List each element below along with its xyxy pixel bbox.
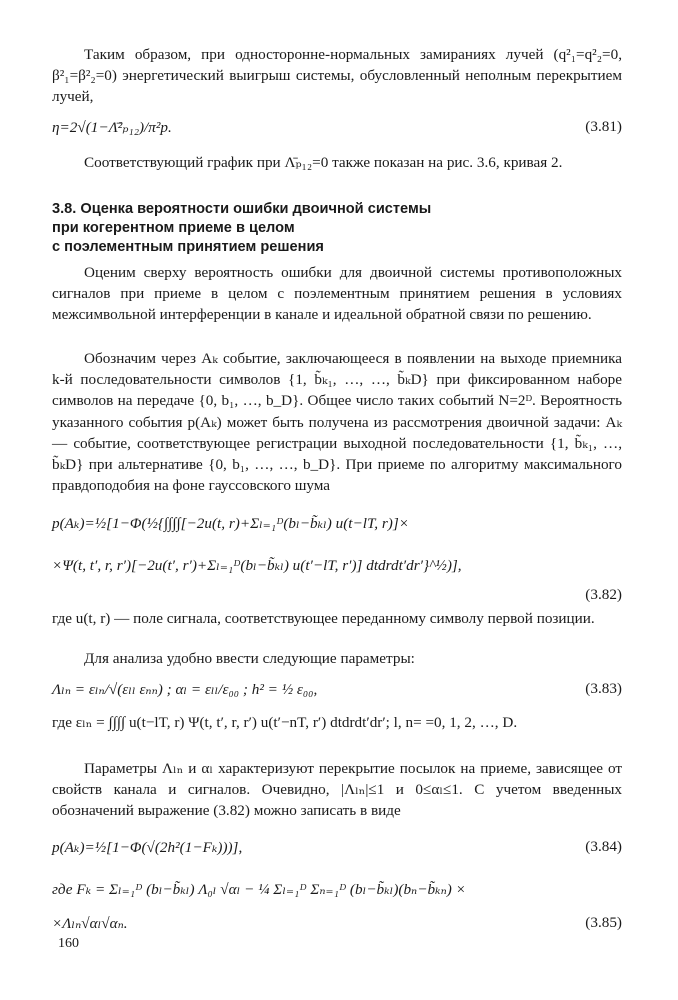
equation-3-82-line-2 xyxy=(52,556,622,580)
equation-3-81 xyxy=(52,118,622,142)
event-paragraph: Обозначим через Aₖ событие, заключающееся в появлении на выходе приемника k-й последовательности символов {1, b̃ₖ₁, …, …, b̃ₖD} при фиксированном наборе символов на передаче {0, b₁, …, b_D}. Общее число таких событий N=2ᴰ. Вероятность указанного события p(Aₖ) может быть получена из рассмотрения двоичной задачи: Aₖ — событие, соответствующее регистрации выходной последовательности {1, b̃ₖ₁, …, b̃ₖD} при альтернативе {0, b₁, …, …, b_D}. При приеме по алгоритму максимального правдоподобия на фоне гауссовского шума xyxy=(52,350,622,495)
equation-3-82-line-1-text: p(Aₖ)=½[1−Φ(½{∫∫∫∫[−2u(t, r)+Σₗ₌₁ᴰ(bₗ−b̃ₖₗ) u(t−lT, r)]× xyxy=(52,515,410,532)
section-heading-line-1: 3.8. Оценка вероятности ошибки двоичной системы xyxy=(52,201,432,217)
equation-3-85-line-2 xyxy=(52,914,622,938)
equation-3-85-line-1-text: где Fₖ = Σₗ₌₁ᴰ (bₗ−b̃ₖₗ) Λ₀ₗ √αₗ − ¼ Σₗ₌₁ᴰ Σₙ₌₁ᴰ (bₗ−b̃ₖₗ)(bₙ−b̃ₖₙ) × xyxy=(52,881,466,898)
equation-3-85-line-2-text: ×Λₗₙ√αₗ√αₙ. xyxy=(52,915,128,932)
section-heading-line-2: при когерентном приеме в целом xyxy=(52,220,295,236)
equation-3-83 xyxy=(52,680,622,704)
estimate-paragraph: Оценим сверху вероятность ошибки для двоичной системы противоположных сигналов при приеме в целом с поэлементным принятием решения в условиях межсимвольной интерференции в канале и идеальной обратной связи по решению. xyxy=(52,264,622,324)
graph-reference-paragraph: Соответствующий график при Λ̄ₚ₁₂=0 также показан на рис. 3.6, кривая 2. xyxy=(84,154,563,171)
intro-paragraph: Таким образом, при односторонне-нормальных замираниях лучей (q²₁=q²₂=0, β²₁=β²₂=0) энергетический выигрыш системы, обусловленный неполным перекрытием лучей, xyxy=(52,46,622,106)
equation-3-83-text: Λₗₙ = εₗₙ/√(εₗₗ εₙₙ) ; αₗ = εₗₗ/ε₀₀ ; h² = ½ ε₀₀, xyxy=(52,681,318,698)
equation-3-81-text: η=2√(1−Λ̄²ₚ₁₂)/π²p. xyxy=(52,119,172,136)
params-paragraph: Для анализа удобно ввести следующие параметры: xyxy=(84,650,415,667)
equation-3-85-number: (3.85) xyxy=(585,914,622,931)
equation-3-84-text: p(Aₖ)=½[1−Φ(√(2h²(1−Fₖ)))], xyxy=(52,839,243,856)
equation-3-83-number: (3.83) xyxy=(585,680,622,697)
equation-3-84-number: (3.84) xyxy=(585,838,622,855)
epsilon-definition-paragraph: где εₗₙ = ∫∫∫∫ u(t−lT, r) Ψ(t, t′, r, r′) u(t′−nT, r′) dtdrdt′dr′; l, n= =0, 1, 2, …, D. xyxy=(52,714,518,731)
equation-3-82-number: (3.82) xyxy=(585,586,622,603)
page-number: 160 xyxy=(58,936,79,951)
equation-3-82-line-2-text: ×Ψ(t, t′, r, r′)[−2u(t′, r′)+Σₗ₌₁ᴰ(bₗ−b̃ₖₗ) u(t′−lT, r′)] dtdrdt′dr′}^½)], xyxy=(52,557,462,574)
equation-3-81-number: (3.81) xyxy=(585,118,622,135)
signal-paragraph: где u(t, r) — поле сигнала, соответствующее переданному символу первой позиции. xyxy=(52,610,595,627)
equation-3-82-line-1 xyxy=(52,514,622,538)
overlap-paragraph: Параметры Λₗₙ и αₗ характеризуют перекрытие посылок на приеме, зависящее от свойств канала и сигналов. Очевидно, |Λₗₙ|≤1 и 0≤αₗ≤1. С учетом введенных обозначений выражение (3.82) можно записать в виде xyxy=(52,760,622,820)
section-heading xyxy=(52,200,622,257)
equation-3-85-line-1 xyxy=(52,880,622,904)
equation-3-82-number-row xyxy=(52,586,622,608)
section-heading-line-3: с поэлементным принятием решения xyxy=(52,239,324,255)
equation-3-84 xyxy=(52,838,622,862)
